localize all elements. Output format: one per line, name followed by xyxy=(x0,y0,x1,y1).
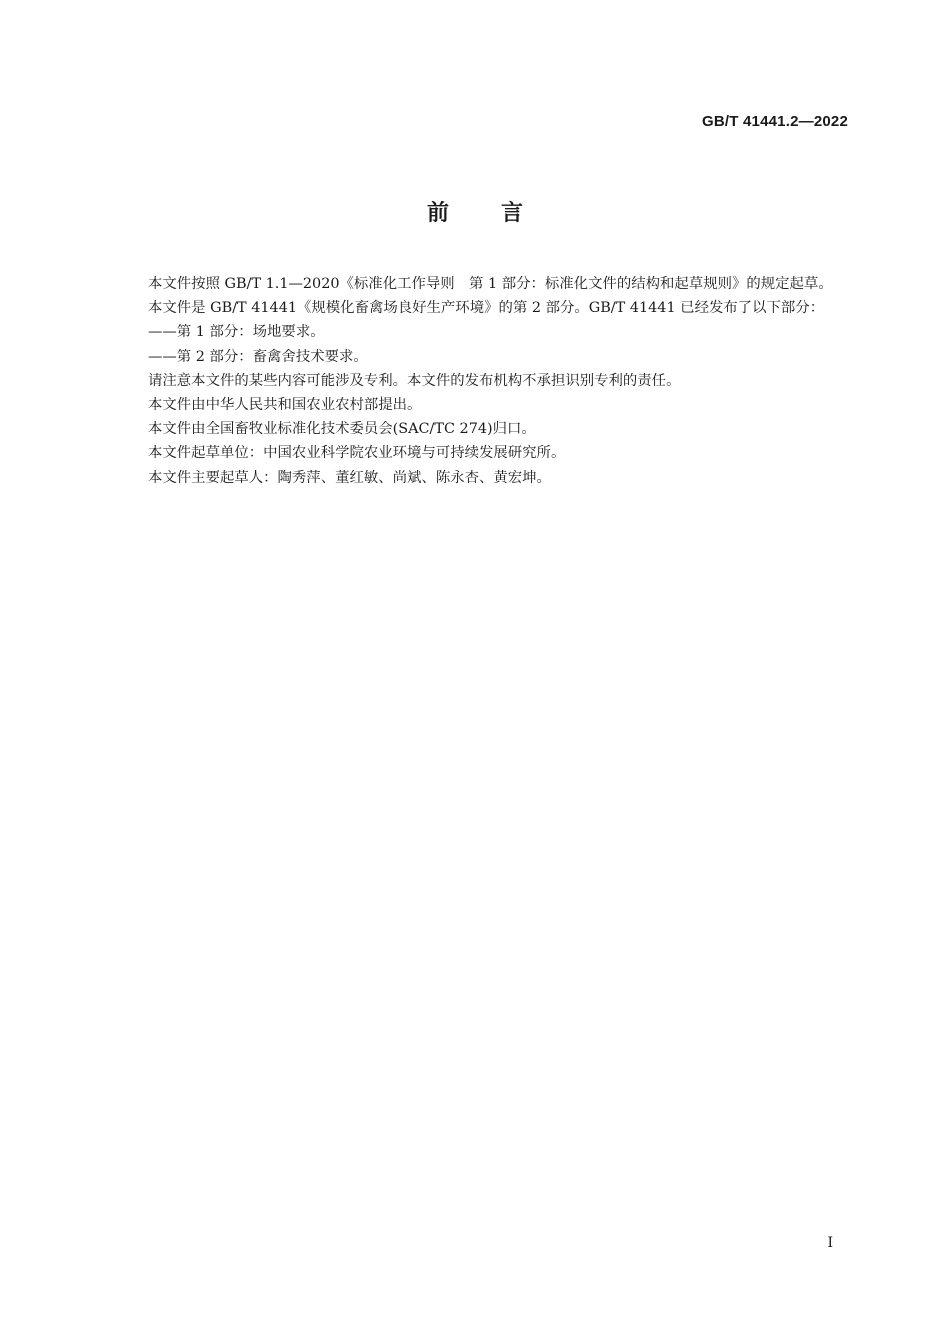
paragraph-patent-notice: 请注意本文件的某些内容可能涉及专利。本文件的发布机构不承担识别专利的责任。 xyxy=(148,372,681,389)
list-item-part-1: ——第 1 部分：场地要求。 xyxy=(148,324,325,341)
page-number: I xyxy=(827,1235,833,1251)
paragraph-proposer: 本文件由中华人民共和国农业农村部提出。 xyxy=(148,397,422,414)
foreword-body xyxy=(115,272,850,490)
list-item-part-2: ——第 2 部分：畜禽舍技术要求。 xyxy=(148,348,368,365)
paragraph-drafters: 本文件主要起草人：陶秀萍、董红敏、尚斌、陈永杏、黄宏坤。 xyxy=(148,469,551,486)
paragraph-drafting-rules: 本文件按照 GB/T 1.1—2020《标准化工作导则 第 1 部分：标准化文件的结构和起草规则》的规定起草。 xyxy=(148,276,833,292)
standard-code: GB/T 41441.2—2022 xyxy=(702,113,848,130)
paragraph-committee: 本文件由全国畜牧业标准化技术委员会(SAC/TC 274)归口。 xyxy=(148,421,536,438)
page-title: 前言 xyxy=(426,201,575,226)
paragraph-series-info: 本文件是 GB/T 41441《规模化畜禽场良好生产环境》的第 2 部分。GB/T 41441 已经发布了以下部分： xyxy=(148,300,825,317)
paragraph-drafting-unit: 本文件起草单位：中国农业科学院农业环境与可持续发展研究所。 xyxy=(148,445,566,462)
